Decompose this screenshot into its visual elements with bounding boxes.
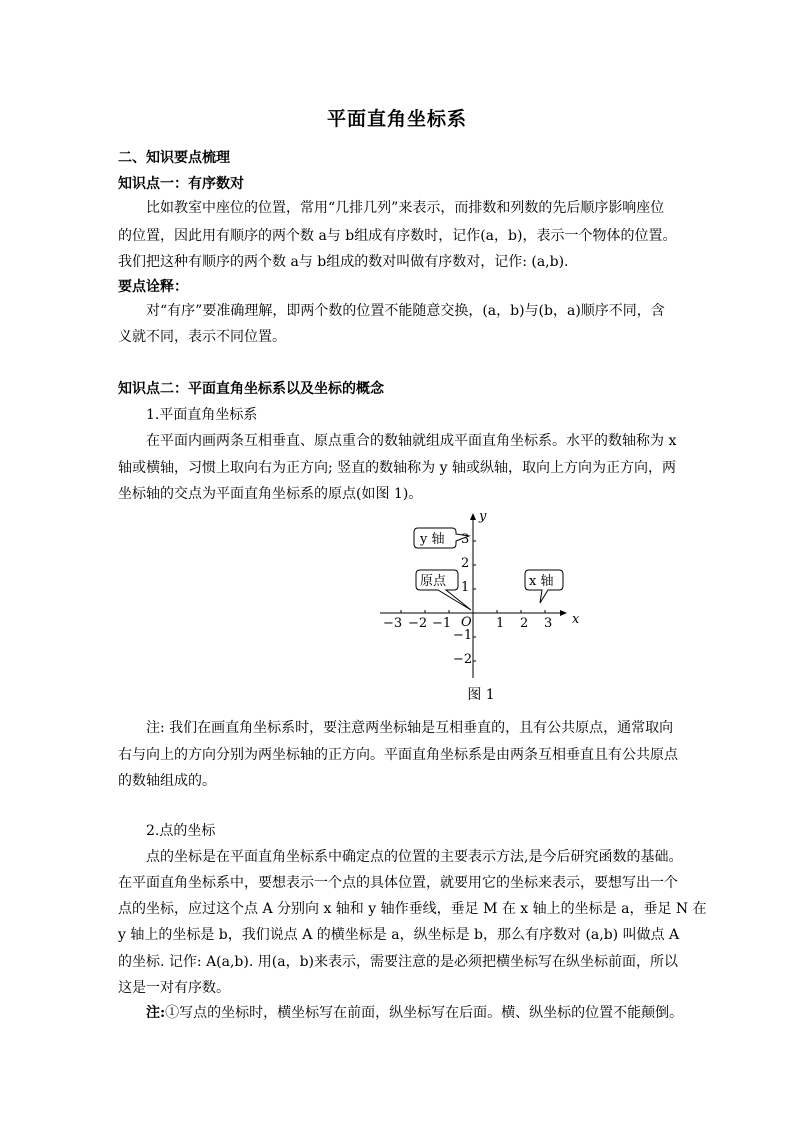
x-axis-letter: x bbox=[572, 612, 580, 627]
coord-line-1: 点的坐标是在平面直角坐标系中确定点的位置的主要表示方法,是今后研究函数的基础。 bbox=[146, 849, 683, 865]
kp2-line-2: 轴或横轴，习惯上取向右为正方向; 竖直的数轴称为 y 轴或纵轴，取向上方向为正方向，两 bbox=[118, 460, 676, 476]
coord-line-5: 的坐标. 记作: A(a,b). 用(a，b)来表示，需要注意的是必须把横坐标写在纵坐标前面，所以 bbox=[118, 954, 678, 970]
coord-line-3: 点的坐标，应过这个点 A 分别向 x 轴和 y 轴作垂线，垂足 M 在 x 轴上的坐标是 a，垂足 N 在 bbox=[118, 901, 707, 917]
coord-line-6: 这是一对有序数。 bbox=[118, 980, 230, 996]
y-tick-label: 3 bbox=[461, 532, 470, 547]
coord-line-2: 在平面直角坐标系中，要想表示一个点的具体位置，就要用它的坐标来表示，要想写出一个 bbox=[118, 875, 678, 891]
kp2-line-3: 坐标轴的交点为平面直角坐标系的原点(如图 1)。 bbox=[118, 486, 423, 502]
x-tick-label: −1 bbox=[432, 616, 452, 631]
x-axis-callout bbox=[525, 570, 563, 603]
y-tick-label: 2 bbox=[461, 556, 470, 571]
kp1-line-3: 我们把这种有顺序的两个数 a与 b组成的数对叫做有序数对，记作: (a,b). bbox=[118, 254, 569, 270]
y-tick-label: −2 bbox=[453, 652, 473, 667]
section-heading: 二、知识要点梳理 bbox=[118, 150, 230, 166]
kp2-heading: 知识点二：平面直角坐标系以及坐标的概念 bbox=[118, 381, 384, 397]
x-tick-label: 2 bbox=[520, 616, 529, 631]
x-axis-callout-text: x 轴 bbox=[529, 574, 554, 589]
figure-caption: 图 1 bbox=[467, 687, 495, 703]
y-axis-letter: y bbox=[479, 509, 487, 524]
kp1-note-line-1: 对“有序”要准确理解，即两个数的位置不能随意交换，(a，b)与(b，a)顺序不同，含 bbox=[146, 303, 665, 319]
final-note bbox=[146, 1003, 706, 1023]
x-tick-label: 1 bbox=[496, 616, 505, 631]
kp1-heading: 知识点一：有序数对 bbox=[118, 176, 244, 192]
final-note-label: 注: bbox=[146, 1005, 166, 1021]
x-tick-label: −3 bbox=[383, 616, 403, 631]
kp2-note-line-2: 右与向上的方向分别为两坐标轴的正方向。平面直角坐标系是由两条互相垂直且有公共原点 bbox=[118, 747, 678, 763]
final-note-text: ①写点的坐标时，横坐标写在前面，纵坐标写在后面。横、纵坐标的位置不能颠倒。 bbox=[165, 1005, 684, 1021]
kp1-note-heading: 要点诠释： bbox=[118, 279, 188, 295]
kp2-sub2: 2.点的坐标 bbox=[146, 823, 216, 839]
page-title: 平面直角坐标系 bbox=[326, 108, 467, 130]
y-tick-label: −1 bbox=[453, 628, 473, 643]
kp2-note-line-3: 的数轴组成的。 bbox=[118, 773, 216, 789]
kp1-note-line-2: 义就不同，表示不同位置。 bbox=[118, 329, 286, 345]
y-tick-label: 1 bbox=[461, 580, 470, 595]
kp1-line-1: 比如教室中座位的位置，常用“几排几列”来表示，而排数和列数的先后顺序影响座位 bbox=[146, 200, 665, 216]
y-axis-callout-text: y 轴 bbox=[420, 532, 445, 547]
coordinate-figure bbox=[376, 506, 586, 706]
x-tick-label: 3 bbox=[544, 616, 553, 631]
coord-line-4: y 轴上的坐标是 b，我们说点 A 的横坐标是 a，纵坐标是 b，那么有序数对 (a,b) 叫做点 A bbox=[118, 927, 680, 943]
origin-letter: O bbox=[461, 615, 472, 630]
kp2-line-1: 在平面内画两条互相垂直、原点重合的数轴就组成平面直角坐标系。水平的数轴称为 x bbox=[146, 433, 677, 449]
origin-callout-text: 原点 bbox=[420, 574, 447, 589]
kp1-line-2: 的位置，因此用有顺序的两个数 a与 b组成有序数时，记作(a，b)，表示一个物体的位置。 bbox=[118, 228, 677, 244]
kp2-sub1: 1.平面直角坐标系 bbox=[146, 407, 258, 423]
kp2-note-line-1: 注: 我们在画直角坐标系时，要注意两坐标轴是互相垂直的，且有公共原点，通常取向 bbox=[146, 720, 674, 736]
x-tick-label: −2 bbox=[408, 616, 428, 631]
coordinate-svg bbox=[376, 506, 586, 686]
